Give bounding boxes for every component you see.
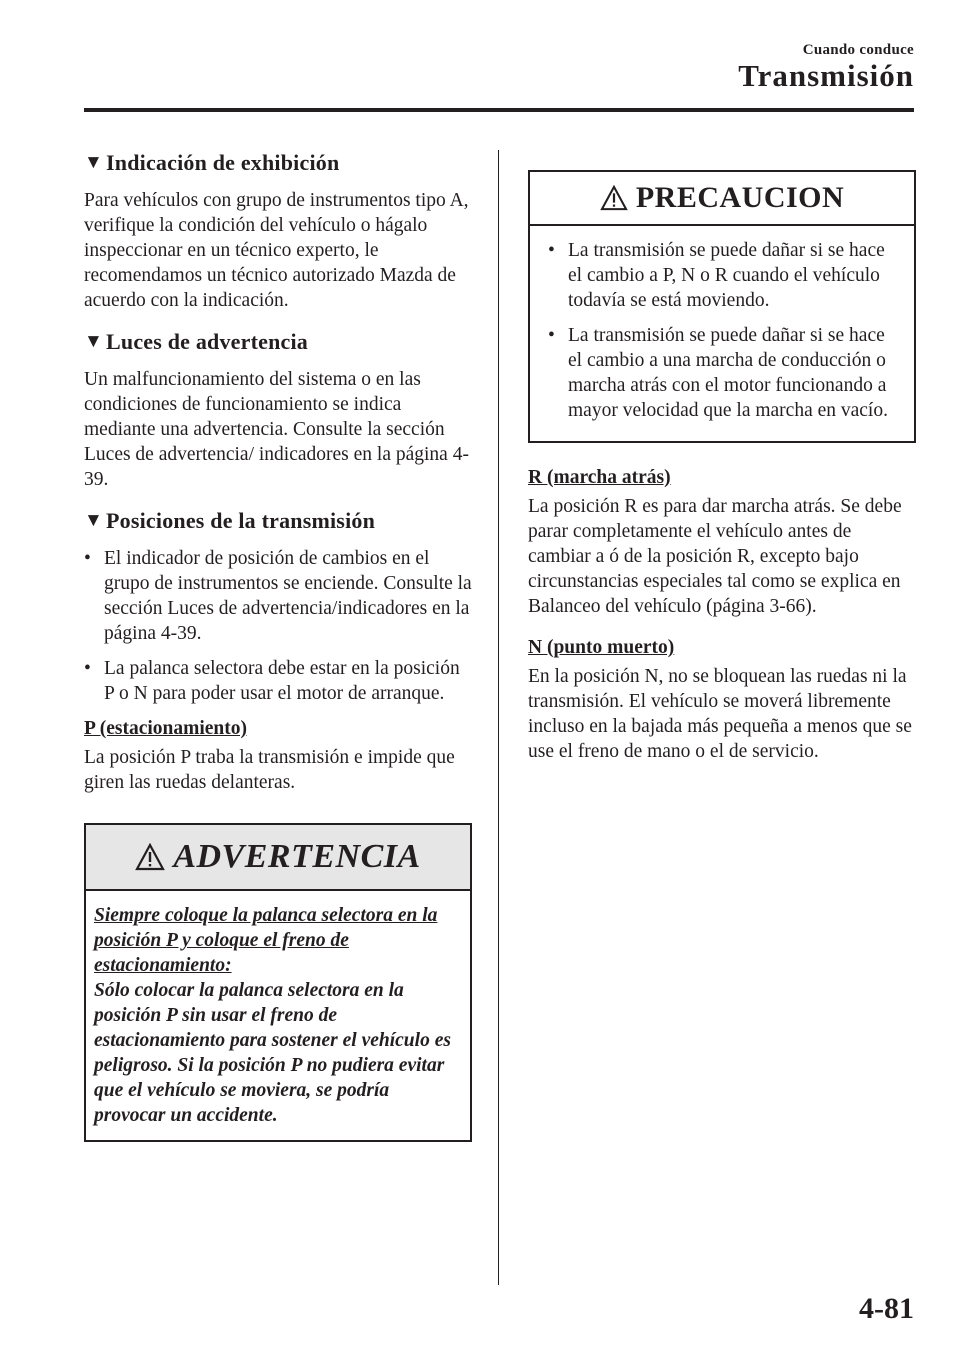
section-heading-text: Posiciones de la transmisión bbox=[106, 508, 376, 533]
list-item: • La palanca selectora debe estar en la posición P o N para poder usar el motor de arranque. bbox=[84, 656, 472, 706]
triangle-down-icon: ▼ bbox=[84, 510, 104, 531]
section-heading-text: Luces de advertencia bbox=[106, 329, 308, 354]
right-column bbox=[528, 160, 916, 780]
caution-body bbox=[530, 226, 914, 441]
section-paragraph: La posición P traba la transmisión e impide que giren las ruedas delanteras. bbox=[84, 747, 455, 793]
caution-box bbox=[528, 170, 916, 443]
section-paragraph: En la posición N, no se bloquean las ruedas ni la transmisión. El vehículo se moverá libremente incluso en la bajada más pequeña a menos que se use el freno de mano o el de servicio. bbox=[528, 666, 912, 762]
caution-title: PRECAUCION bbox=[635, 181, 845, 214]
warning-box bbox=[84, 823, 472, 1142]
list-item: • El indicador de posición de cambios en el grupo de instrumentos se enciende. Consulte la sección Luces de advertencia/indicadores en la página 4-39. bbox=[84, 546, 472, 646]
list-item: • La transmisión se puede dañar si se hace el cambio a P, N o R cuando el vehículo todavía se está moviendo. bbox=[548, 238, 900, 313]
page-number: 4-81 bbox=[859, 1292, 914, 1325]
subheading-p: P (estacionamiento) bbox=[84, 718, 248, 739]
warning-body bbox=[86, 891, 470, 1140]
triangle-down-icon: ▼ bbox=[84, 152, 104, 173]
section-heading-posiciones bbox=[84, 508, 472, 534]
bullet-list bbox=[548, 238, 900, 423]
left-column bbox=[84, 150, 472, 1142]
warning-triangle-icon bbox=[135, 843, 165, 871]
triangle-down-icon: ▼ bbox=[84, 331, 104, 352]
section-paragraph: La posición R es para dar marcha atrás. Se debe parar completamente el vehículo antes de cambiar a ó de la posición R, excepto bajo circunstancias especiales tal como se explica en Balanceo del vehículo (página 3-66). bbox=[528, 496, 902, 617]
bullet-list bbox=[84, 546, 472, 706]
header-rule bbox=[84, 108, 914, 112]
section-heading-indicacion bbox=[84, 150, 472, 176]
warning-header bbox=[86, 825, 470, 891]
section-heading-text: Indicación de exhibición bbox=[106, 150, 340, 175]
header-section-title: Cuando conduce bbox=[802, 42, 914, 58]
warning-text: Sólo colocar la palanca selectora en la posición P sin usar el freno de estacionamiento para sostener el vehículo es peligroso. Si la posición P no pudiera evitar que el vehículo se moviera, se podría provocar un accidente. bbox=[94, 980, 451, 1126]
subheading-r: R (marcha atrás) bbox=[528, 467, 671, 488]
section-paragraph: Para vehículos con grupo de instrumentos tipo A, verifique la condición del vehículo o hágalo inspeccionar en un técnico experto, le recomendamos un técnico autorizado Mazda de acuerdo con la indicación. bbox=[84, 190, 469, 311]
caution-header bbox=[530, 172, 914, 226]
warning-triangle-icon bbox=[600, 185, 628, 211]
header-chapter-title: Transmisión bbox=[738, 58, 914, 93]
column-divider bbox=[498, 150, 499, 1285]
warning-lead: Siempre coloque la palanca selectora en la posición P y coloque el freno de estacionamiento: bbox=[94, 905, 438, 976]
subheading-n: N (punto muerto) bbox=[528, 637, 675, 658]
warning-title: ADVERTENCIA bbox=[173, 838, 421, 875]
section-paragraph: Un malfuncionamiento del sistema o en las condiciones de funcionamiento se indica mediante una advertencia. Consulte la sección Luces de advertencia/ indicadores en la página 4-39. bbox=[84, 369, 469, 490]
list-item: • La transmisión se puede dañar si se hace el cambio a una marcha de conducción o marcha atrás con el motor funcionando a mayor velocidad que la marcha en vacío. bbox=[548, 323, 900, 423]
section-heading-luces bbox=[84, 329, 472, 355]
